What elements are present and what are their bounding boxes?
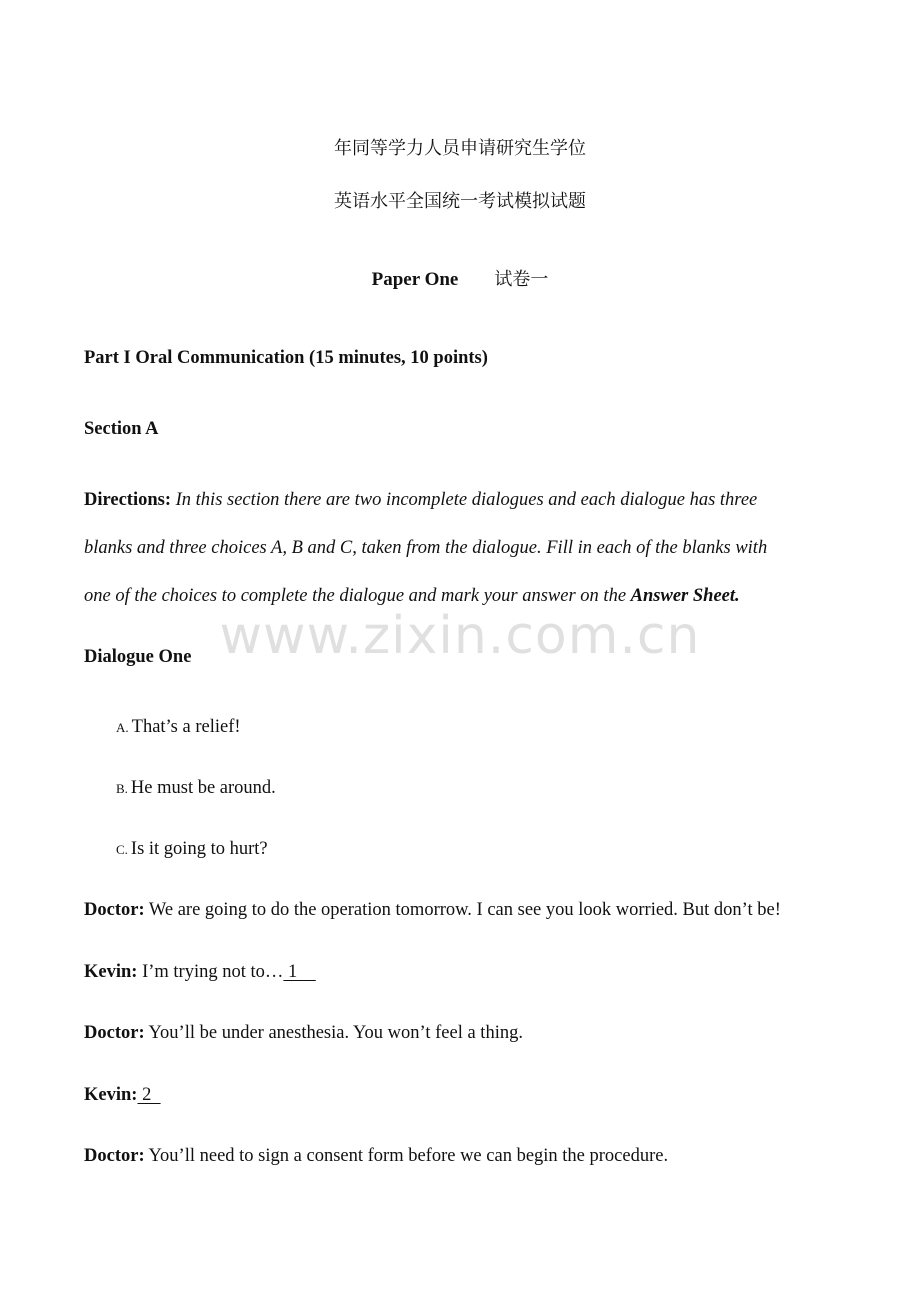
speaker: Doctor: bbox=[84, 900, 145, 920]
option-text: He must be around. bbox=[130, 778, 276, 798]
watermark: www.zixin.com.cn bbox=[219, 606, 701, 666]
answer-blank-1[interactable]: 1 bbox=[283, 962, 316, 982]
speaker: Doctor: bbox=[84, 1023, 145, 1043]
answer-blank-2[interactable]: 2 bbox=[137, 1085, 161, 1105]
line-text: You’ll be under anesthesia. You won’t feel a thing. bbox=[144, 1023, 523, 1043]
speaker: Doctor: bbox=[84, 1146, 145, 1166]
directions-text-1: In this section there are two incomplete dialogues and each dialogue has three bbox=[175, 490, 758, 510]
dialogue-line bbox=[84, 1144, 668, 1168]
option-c bbox=[116, 837, 268, 862]
option-a bbox=[116, 715, 241, 740]
line-text: I’m trying not to… bbox=[137, 962, 284, 982]
dialogue-line bbox=[84, 1021, 523, 1045]
answer-sheet-emphasis: Answer Sheet. bbox=[630, 586, 740, 606]
directions-label: Directions: bbox=[84, 490, 171, 510]
title-line-1: 年同等学力人员申请研究生学位 bbox=[334, 138, 586, 159]
title-line-2: 英语水平全国统一考试模拟试题 bbox=[334, 191, 586, 212]
directions-text-3: one of the choices to complete the dialogue and mark your answer on the bbox=[84, 586, 627, 606]
part-heading: Part I Oral Communication (15 minutes, 10 points) bbox=[84, 348, 488, 368]
dialogue-line bbox=[84, 1083, 161, 1107]
section-heading: Section A bbox=[84, 419, 159, 439]
paper-heading bbox=[0, 268, 920, 292]
paper-title-en: Paper One bbox=[371, 269, 459, 290]
directions-line-1 bbox=[84, 488, 757, 512]
option-letter: C. bbox=[116, 842, 128, 857]
option-b bbox=[116, 776, 276, 801]
dialogue-title: Dialogue One bbox=[84, 647, 192, 667]
line-text: You’ll need to sign a consent form before we can begin the procedure. bbox=[144, 1146, 669, 1166]
option-text: That’s a relief! bbox=[131, 717, 241, 737]
option-letter: A. bbox=[116, 720, 129, 735]
line-text: We are going to do the operation tomorrow. I can see you look worried. But don’t be! bbox=[144, 900, 781, 920]
option-letter: B. bbox=[116, 781, 128, 796]
option-text: Is it going to hurt? bbox=[130, 839, 268, 859]
dialogue-line bbox=[84, 960, 316, 984]
paper-title-zh: 试卷一 bbox=[494, 269, 549, 290]
directions-line-2: blanks and three choices A, B and C, taken from the dialogue. Fill in each of the blanks with bbox=[84, 538, 768, 558]
dialogue-line bbox=[84, 898, 781, 922]
speaker: Kevin: bbox=[84, 1085, 138, 1105]
speaker: Kevin: bbox=[84, 962, 138, 982]
